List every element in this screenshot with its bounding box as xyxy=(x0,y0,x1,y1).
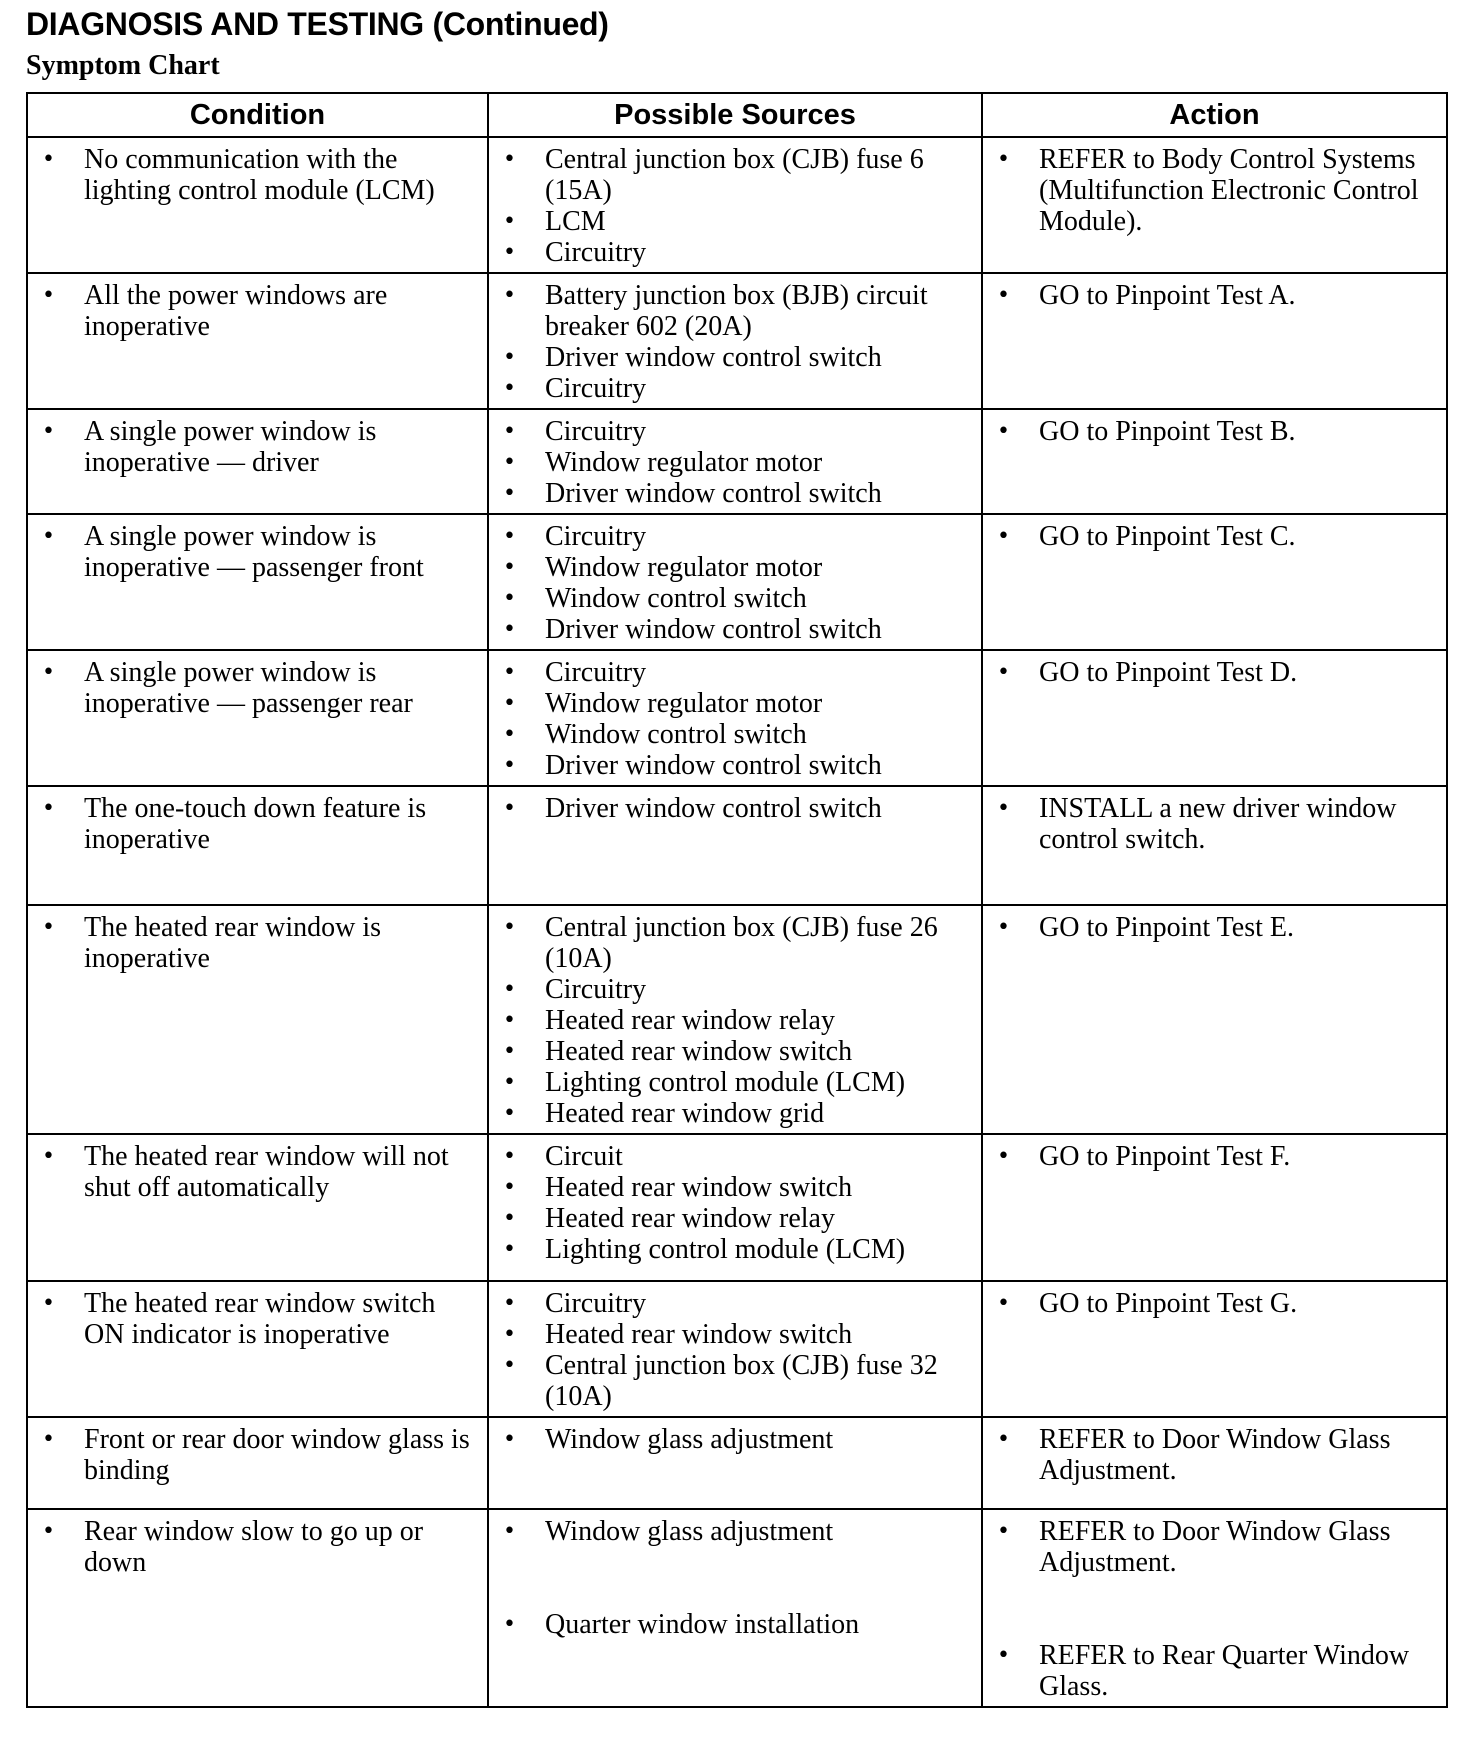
bullet-item: • A single power window is inoperative — passenger rear xyxy=(36,657,479,719)
condition-cell xyxy=(27,905,488,1134)
bullet-item: • Driver window control switch xyxy=(497,478,973,509)
action-cell-list xyxy=(991,521,1438,552)
action-cell xyxy=(982,409,1447,514)
action-cell xyxy=(982,514,1447,650)
bullet-item: • Lighting control module (LCM) xyxy=(497,1234,973,1265)
bullet-item: • Heated rear window relay xyxy=(497,1005,973,1036)
bullet-item: • Heated rear window switch xyxy=(497,1036,973,1067)
possible-sources-cell-list xyxy=(497,1516,973,1640)
table-row xyxy=(27,1509,1447,1707)
action-cell-list xyxy=(991,793,1438,855)
condition-cell-list xyxy=(36,912,479,974)
bullet-item: • GO to Pinpoint Test D. xyxy=(991,657,1438,688)
possible-sources-cell-list xyxy=(497,280,973,404)
bullet-item: • Circuitry xyxy=(497,974,973,1005)
action-cell-list xyxy=(991,280,1438,311)
bullet-item: • The one-touch down feature is inoperative xyxy=(36,793,479,855)
bullet-item: • Window regulator motor xyxy=(497,447,973,478)
bullet-item: • REFER to Door Window Glass Adjustment. xyxy=(991,1424,1438,1486)
condition-cell-list xyxy=(36,1424,479,1486)
bullet-item: • GO to Pinpoint Test A. xyxy=(991,280,1438,311)
table-row xyxy=(27,273,1447,409)
bullet-item: • Central junction box (CJB) fuse 32 (10A) xyxy=(497,1350,973,1412)
action-cell xyxy=(982,650,1447,786)
action-cell-list xyxy=(991,416,1438,447)
symptom-table xyxy=(26,92,1448,1708)
possible-sources-cell xyxy=(488,786,982,905)
condition-cell xyxy=(27,1281,488,1417)
bullet-item: • Circuitry xyxy=(497,416,973,447)
bullet-item: • Driver window control switch xyxy=(497,614,973,645)
action-cell xyxy=(982,1134,1447,1281)
bullet-item: • Circuitry xyxy=(497,521,973,552)
possible-sources-cell xyxy=(488,273,982,409)
bullet-item: • GO to Pinpoint Test G. xyxy=(991,1288,1438,1319)
possible-sources-cell xyxy=(488,1417,982,1509)
bullet-item: • The heated rear window will not shut off automatically xyxy=(36,1141,479,1203)
column-header-condition: Condition xyxy=(27,93,488,137)
bullet-item: • Window control switch xyxy=(497,583,973,614)
bullet-item: • GO to Pinpoint Test B. xyxy=(991,416,1438,447)
bullet-item: • Driver window control switch xyxy=(497,750,973,781)
bullet-item: • Window regulator motor xyxy=(497,688,973,719)
possible-sources-cell xyxy=(488,1281,982,1417)
possible-sources-cell xyxy=(488,1134,982,1281)
bullet-item: • No communication with the lighting control module (LCM) xyxy=(36,144,479,206)
action-cell xyxy=(982,1417,1447,1509)
column-header-possible-sources: Possible Sources xyxy=(488,93,982,137)
action-cell-list xyxy=(991,912,1438,943)
possible-sources-cell-list xyxy=(497,521,973,645)
possible-sources-cell-list xyxy=(497,1424,973,1455)
bullet-item: • A single power window is inoperative — passenger front xyxy=(36,521,479,583)
condition-cell-list xyxy=(36,416,479,478)
table-row xyxy=(27,786,1447,905)
bullet-item: • The heated rear window is inoperative xyxy=(36,912,479,974)
bullet-item: • Heated rear window grid xyxy=(497,1098,973,1129)
condition-cell-list xyxy=(36,280,479,342)
bullet-item: • Heated rear window switch xyxy=(497,1172,973,1203)
condition-cell xyxy=(27,514,488,650)
action-cell xyxy=(982,905,1447,1134)
condition-cell xyxy=(27,786,488,905)
possible-sources-cell xyxy=(488,1509,982,1707)
bullet-item: • Central junction box (CJB) fuse 6 (15A) xyxy=(497,144,973,206)
bullet-item: • Circuit xyxy=(497,1141,973,1172)
condition-cell-list xyxy=(36,657,479,719)
bullet-item: • Heated rear window switch xyxy=(497,1319,973,1350)
bullet-item: • Window control switch xyxy=(497,719,973,750)
table-row xyxy=(27,905,1447,1134)
condition-cell xyxy=(27,409,488,514)
action-cell-list xyxy=(991,1516,1438,1702)
condition-cell-list xyxy=(36,793,479,855)
action-cell-list xyxy=(991,657,1438,688)
bullet-item: • Circuitry xyxy=(497,657,973,688)
bullet-item: • Window glass adjustment xyxy=(497,1516,973,1547)
bullet-item: • Central junction box (CJB) fuse 26 (10A) xyxy=(497,912,973,974)
possible-sources-cell-list xyxy=(497,416,973,509)
bullet-item: • Window regulator motor xyxy=(497,552,973,583)
bullet-item: • LCM xyxy=(497,206,973,237)
table-row xyxy=(27,137,1447,273)
table-header-row xyxy=(27,93,1447,137)
possible-sources-cell xyxy=(488,514,982,650)
condition-cell-list xyxy=(36,144,479,206)
chart-title: Symptom Chart xyxy=(26,50,220,81)
page-title: DIAGNOSIS AND TESTING (Continued) xyxy=(26,6,609,42)
table-row xyxy=(27,409,1447,514)
bullet-item: • REFER to Rear Quarter Window Glass. xyxy=(991,1640,1438,1702)
bullet-item: • Rear window slow to go up or down xyxy=(36,1516,479,1578)
column-header-action: Action xyxy=(982,93,1447,137)
bullet-item: • A single power window is inoperative — driver xyxy=(36,416,479,478)
bullet-item: • Circuitry xyxy=(497,373,973,404)
possible-sources-cell-list xyxy=(497,144,973,268)
bullet-item: • Window glass adjustment xyxy=(497,1424,973,1455)
condition-cell xyxy=(27,1134,488,1281)
bullet-item: • Circuitry xyxy=(497,1288,973,1319)
table-row xyxy=(27,514,1447,650)
bullet-item: • Lighting control module (LCM) xyxy=(497,1067,973,1098)
condition-cell-list xyxy=(36,1516,479,1578)
bullet-item: • INSTALL a new driver window control switch. xyxy=(991,793,1438,855)
condition-cell xyxy=(27,273,488,409)
possible-sources-cell xyxy=(488,650,982,786)
table-row xyxy=(27,1134,1447,1281)
table-row xyxy=(27,650,1447,786)
action-cell-list xyxy=(991,1141,1438,1172)
possible-sources-cell-list xyxy=(497,1288,973,1412)
action-cell-list xyxy=(991,1424,1438,1486)
possible-sources-cell-list xyxy=(497,1141,973,1265)
bullet-item: • Heated rear window relay xyxy=(497,1203,973,1234)
bullet-item: • The heated rear window switch ON indicator is inoperative xyxy=(36,1288,479,1350)
action-cell-list xyxy=(991,1288,1438,1319)
bullet-item: • Battery junction box (BJB) circuit breaker 602 (20A) xyxy=(497,280,973,342)
bullet-item: • Quarter window installation xyxy=(497,1609,973,1640)
condition-cell xyxy=(27,650,488,786)
action-cell-list xyxy=(991,144,1438,237)
bullet-item: • GO to Pinpoint Test E. xyxy=(991,912,1438,943)
bullet-item: • All the power windows are inoperative xyxy=(36,280,479,342)
possible-sources-cell xyxy=(488,409,982,514)
action-cell xyxy=(982,137,1447,273)
condition-cell-list xyxy=(36,1141,479,1203)
condition-cell xyxy=(27,1509,488,1707)
possible-sources-cell-list xyxy=(497,912,973,1129)
table-row xyxy=(27,1281,1447,1417)
possible-sources-cell xyxy=(488,137,982,273)
possible-sources-cell xyxy=(488,905,982,1134)
action-cell xyxy=(982,1281,1447,1417)
bullet-item: • GO to Pinpoint Test C. xyxy=(991,521,1438,552)
bullet-item: • REFER to Body Control Systems (Multifunction Electronic Control Module). xyxy=(991,144,1438,237)
possible-sources-cell-list xyxy=(497,793,973,824)
condition-cell xyxy=(27,137,488,273)
action-cell xyxy=(982,786,1447,905)
bullet-item: • GO to Pinpoint Test F. xyxy=(991,1141,1438,1172)
action-cell xyxy=(982,1509,1447,1707)
condition-cell xyxy=(27,1417,488,1509)
condition-cell-list xyxy=(36,1288,479,1350)
bullet-item: • Driver window control switch xyxy=(497,342,973,373)
bullet-item: • Front or rear door window glass is binding xyxy=(36,1424,479,1486)
bullet-item: • REFER to Door Window Glass Adjustment. xyxy=(991,1516,1438,1578)
action-cell xyxy=(982,273,1447,409)
condition-cell-list xyxy=(36,521,479,583)
bullet-item: • Driver window control switch xyxy=(497,793,973,824)
table-row xyxy=(27,1417,1447,1509)
table-body xyxy=(27,137,1447,1707)
bullet-item: • Circuitry xyxy=(497,237,973,268)
possible-sources-cell-list xyxy=(497,657,973,781)
